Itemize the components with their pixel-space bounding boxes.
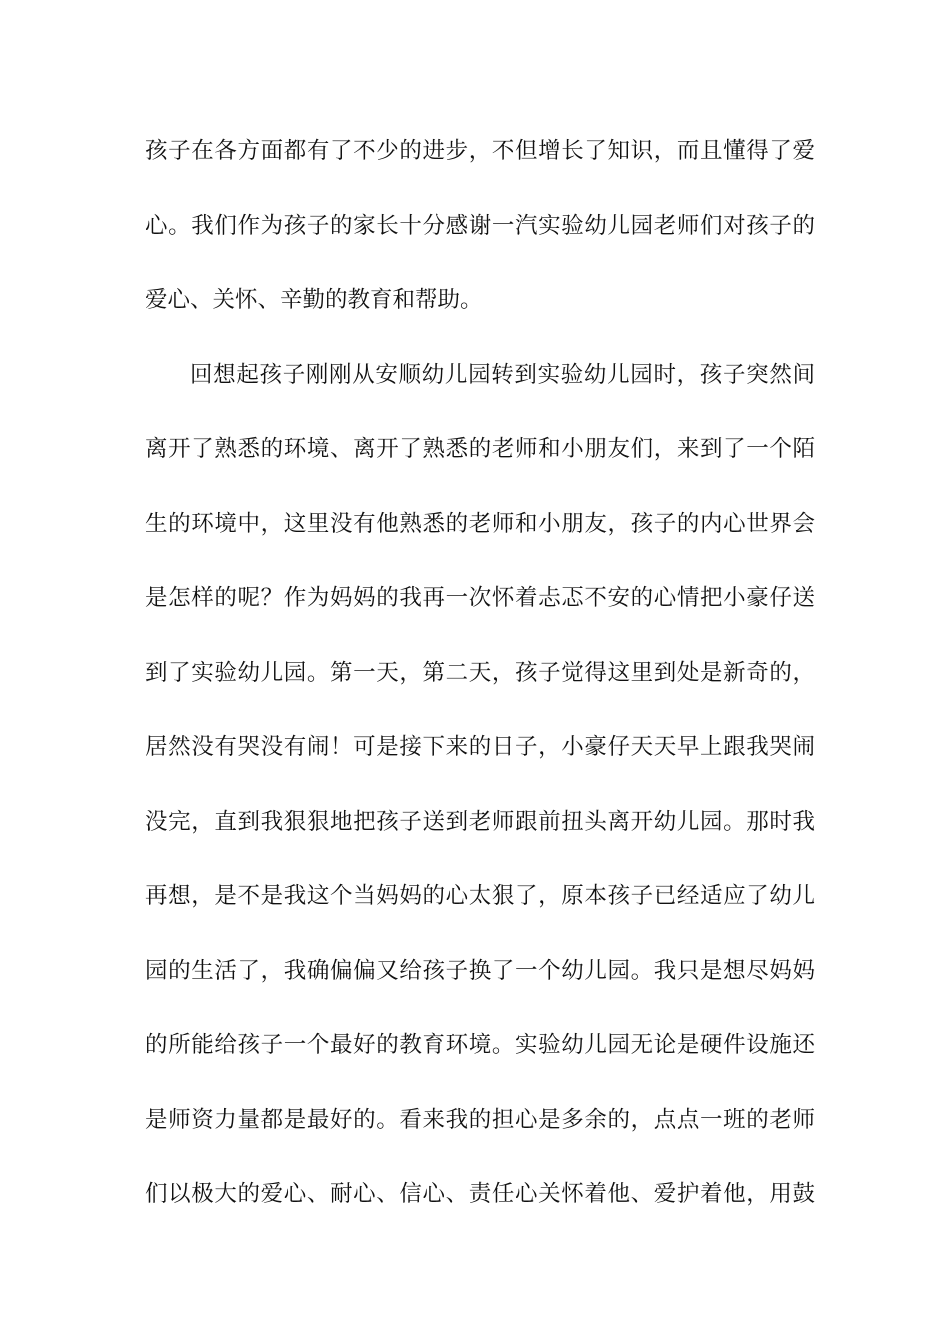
text-line-7: 是怎样的呢？作为妈妈的我再一次怀着忐忑不安的心情把小豪仔送 — [145, 585, 815, 611]
text-line-12: 园的生活了，我确偏偏又给孩子换了一个幼儿园。我只是想尽妈妈 — [145, 957, 815, 984]
text-line-8: 到了实验幼儿园。第一天，第二天，孩子觉得这里到处是新奇的， — [145, 659, 815, 686]
text-line-15: 们以极大的爱心、耐心、信心、责任心关怀着他、爱护着他，用鼓 — [145, 1181, 815, 1207]
body-text — [145, 129, 815, 1247]
text-line-9: 居然没有哭没有闹！可是接下来的日子，小豪仔天天早上跟我哭闹 — [145, 734, 815, 760]
text-line-14: 是师资力量都是最好的。看来我的担心是多余的，点点一班的老师 — [145, 1106, 815, 1133]
text-line-11: 再想，是不是我这个当妈妈的心太狠了，原本孩子已经适应了幼儿 — [145, 883, 815, 909]
paragraph-2-line-1: 回想起孩子刚刚从安顺幼儿园转到实验幼儿园时，孩子突然间 — [190, 361, 815, 388]
text-line-1: 孩子在各方面都有了不少的进步，不但增长了知识，而且懂得了爱 — [145, 138, 815, 164]
text-line-2: 心。我们作为孩子的家长十分感谢一汽实验幼儿园老师们对孩子的 — [145, 212, 815, 239]
text-line-6: 生的环境中，这里没有他熟悉的老师和小朋友，孩子的内心世界会 — [145, 510, 815, 537]
text-line-10: 没完，直到我狠狠地把孩子送到老师跟前扭头离开幼儿园。那时我 — [145, 808, 815, 835]
text-line-13: 的所能给孩子一个最好的教育环境。实验幼儿园无论是硬件设施还 — [145, 1032, 815, 1058]
text-line-5: 离开了熟悉的环境、离开了熟悉的老师和小朋友们，来到了一个陌 — [145, 436, 815, 462]
text-line-3: 爱心、关怀、辛勤的教育和帮助。 — [145, 287, 483, 313]
